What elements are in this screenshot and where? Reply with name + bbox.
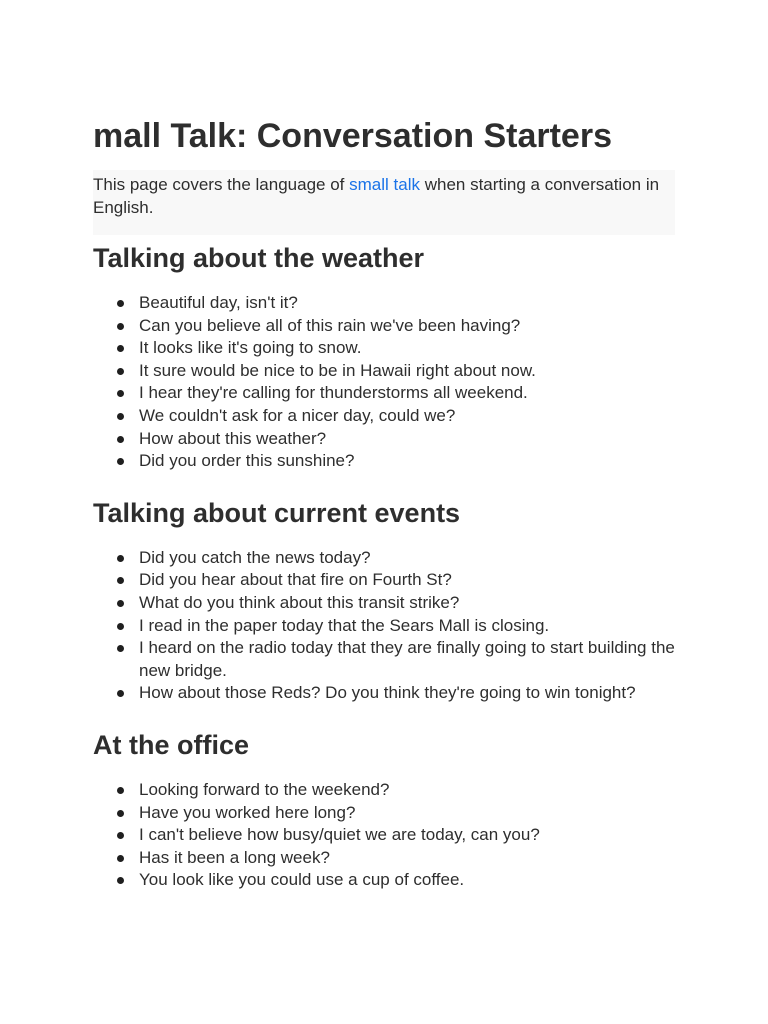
list-item bbox=[93, 450, 675, 473]
small-talk-link[interactable]: small talk bbox=[349, 175, 420, 194]
section-heading-weather: Talking about the weather bbox=[93, 243, 425, 273]
bullet-icon bbox=[117, 390, 124, 397]
list-item-text: Looking forward to the weekend? bbox=[139, 779, 390, 799]
section-heading-office: At the office bbox=[93, 729, 250, 760]
bullet-icon bbox=[117, 368, 124, 375]
list-item bbox=[93, 547, 675, 570]
bullet-icon bbox=[117, 413, 124, 420]
list-item-text: Did you hear about that fire on Fourth St? bbox=[139, 570, 452, 590]
list-item bbox=[93, 315, 675, 338]
list-item bbox=[93, 779, 675, 802]
weather-list bbox=[93, 292, 675, 473]
bullet-icon bbox=[117, 623, 124, 630]
bullet-icon bbox=[117, 323, 124, 330]
list-item bbox=[93, 637, 675, 682]
list-item-text: What do you think about this transit strike? bbox=[139, 592, 460, 612]
list-item bbox=[93, 847, 675, 870]
bullet-icon bbox=[117, 832, 124, 839]
list-item-text: It sure would be nice to be in Hawaii right about now. bbox=[139, 360, 536, 380]
intro-paragraph bbox=[93, 170, 675, 235]
list-item-text: I read in the paper today that the Sears Mall is closing. bbox=[139, 615, 550, 635]
list-item-text: It looks like it's going to snow. bbox=[139, 338, 362, 358]
bullet-icon bbox=[117, 600, 124, 607]
bullet-icon bbox=[117, 345, 124, 352]
bullet-icon bbox=[117, 645, 124, 652]
section-current-events bbox=[93, 495, 675, 705]
list-item bbox=[93, 615, 675, 638]
list-item bbox=[93, 824, 675, 847]
list-item bbox=[93, 292, 675, 315]
list-item-text: How about those Reds? Do you think they're going to win tonight? bbox=[139, 683, 636, 703]
list-item-text: Has it been a long week? bbox=[139, 847, 330, 867]
list-item bbox=[93, 592, 675, 615]
intro-text-before: This page covers the language of bbox=[93, 175, 350, 194]
list-item-text: I heard on the radio today that they are finally going to start building the new bridge. bbox=[139, 638, 675, 680]
bullet-icon bbox=[117, 436, 124, 443]
bullet-icon bbox=[117, 810, 124, 817]
list-item-text: You look like you could use a cup of coffee. bbox=[139, 870, 465, 890]
bullet-icon bbox=[117, 690, 124, 697]
bullet-icon bbox=[117, 300, 124, 307]
list-item-text: Did you order this sunshine? bbox=[139, 451, 355, 471]
bullet-icon bbox=[117, 855, 124, 862]
section-heading-current-events: Talking about current events bbox=[93, 497, 461, 528]
bullet-icon bbox=[117, 577, 124, 584]
list-item bbox=[93, 405, 675, 428]
list-item bbox=[93, 360, 675, 383]
intro-text-after: when starting a conversation in English. bbox=[93, 175, 660, 217]
list-item-text: Have you worked here long? bbox=[139, 802, 356, 822]
bullet-icon bbox=[117, 787, 124, 794]
list-item bbox=[93, 569, 675, 592]
list-item bbox=[93, 337, 675, 360]
list-item-text: We couldn't ask for a nicer day, could we? bbox=[139, 405, 456, 425]
list-item-text: How about this weather? bbox=[139, 428, 327, 448]
bullet-icon bbox=[117, 555, 124, 562]
bullet-icon bbox=[117, 877, 124, 884]
page-title: mall Talk: Conversation Starters bbox=[93, 117, 612, 155]
list-item bbox=[93, 682, 675, 705]
list-item-text: Beautiful day, isn't it? bbox=[139, 293, 298, 312]
list-item bbox=[93, 802, 675, 825]
list-item-text: Can you believe all of this rain we've been having? bbox=[139, 315, 521, 335]
list-item-text: I hear they're calling for thunderstorms all weekend. bbox=[139, 383, 528, 403]
list-item-text: Did you catch the news today? bbox=[139, 547, 371, 567]
bullet-icon bbox=[117, 458, 124, 465]
list-item bbox=[93, 428, 675, 451]
section-office bbox=[93, 727, 675, 892]
list-item-text: I can't believe how busy/quiet we are today, can you? bbox=[139, 825, 540, 845]
document-content bbox=[93, 112, 675, 892]
section-weather bbox=[93, 240, 675, 473]
current-events-list bbox=[93, 547, 675, 705]
list-item bbox=[93, 382, 675, 405]
office-list bbox=[93, 779, 675, 892]
list-item bbox=[93, 869, 675, 892]
